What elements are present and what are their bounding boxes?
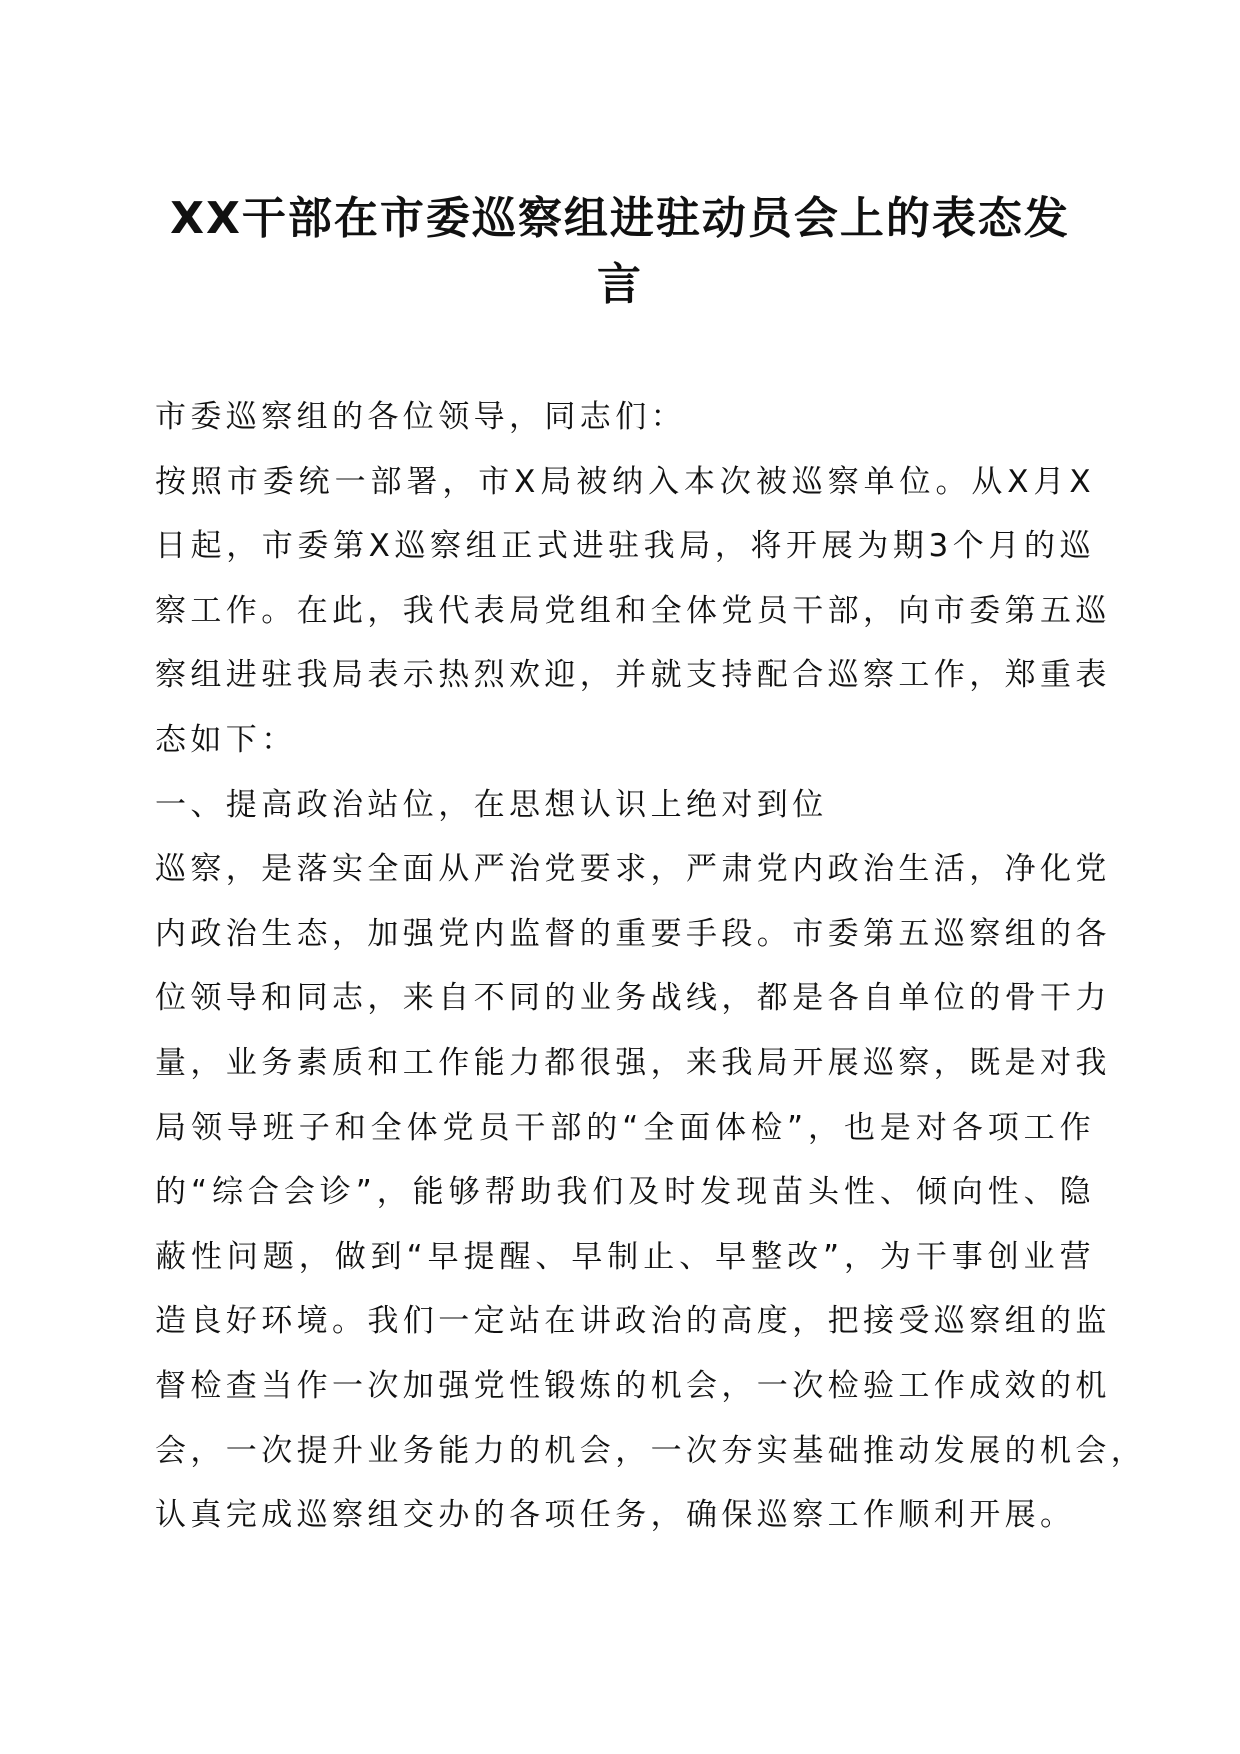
body-line: 按照市委统一部署，市X局被纳入本次被巡察单位。从X月X xyxy=(155,463,1095,500)
body-line: 的“综合会诊”，能够帮助我们及时发现苗头性、倾向性、隐 xyxy=(155,1174,1095,1211)
body-line: 察工作。在此，我代表局党组和全体党员干部，向市委第五巡 xyxy=(155,592,1111,629)
body-line: 察组进驻我局表示热烈欢迎，并就支持配合巡察工作，郑重表 xyxy=(155,657,1111,694)
body-line: 造良好环境。我们一定站在讲政治的高度，把接受巡察组的监 xyxy=(155,1303,1111,1340)
body-line: 量，业务素质和工作能力都很强，来我局开展巡察，既是对我 xyxy=(155,1044,1111,1081)
body-line: 位领导和同志，来自不同的业务战线，都是各自单位的骨干力 xyxy=(155,980,1111,1017)
body-line: 日起，市委第X巡察组正式进驻我局，将开展为期3个月的巡 xyxy=(155,528,1095,565)
body-line: 态如下： xyxy=(155,721,297,758)
document-title: XX干部在市委巡察组进驻动员会上的表态发言 xyxy=(170,193,1070,310)
body-line: 局领导班子和全体党员干部的“全面体检”，也是对各项工作 xyxy=(155,1109,1095,1146)
body-line: 巡察，是落实全面从严治党要求，严肃党内政治生活，净化党 xyxy=(155,851,1111,888)
body-line: 一、提高政治站位，在思想认识上绝对到位 xyxy=(155,786,828,823)
body-line: 内政治生态，加强党内监督的重要手段。市委第五巡察组的各 xyxy=(155,915,1111,952)
document-body xyxy=(155,385,1147,1548)
body-line: 蔽性问题，做到“早提醒、早制止、早整改”，为干事创业营 xyxy=(155,1238,1095,1275)
body-line: 认真完成巡察组交办的各项任务，确保巡察工作顺利开展。 xyxy=(155,1497,1076,1534)
body-line: 会，一次提升业务能力的机会，一次夯实基础推动发展的机会， xyxy=(155,1432,1147,1469)
body-line: 市委巡察组的各位领导，同志们： xyxy=(155,399,686,435)
body-line: 督检查当作一次加强党性锻炼的机会，一次检验工作成效的机 xyxy=(155,1367,1111,1404)
